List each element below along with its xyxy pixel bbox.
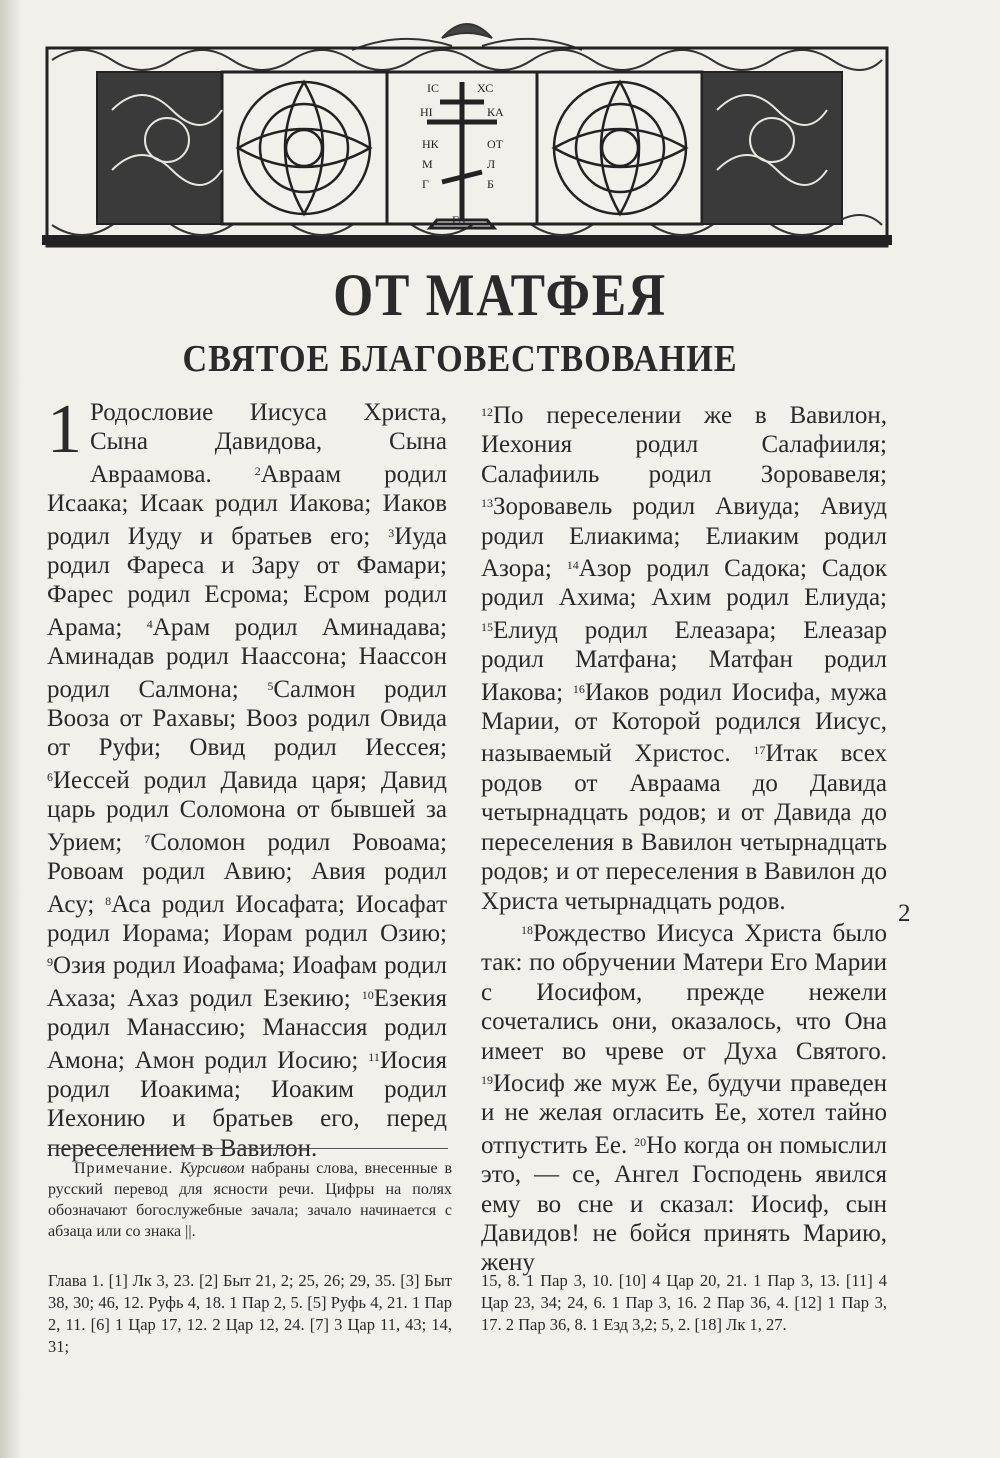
svg-text:ХС: ХС: [477, 81, 494, 95]
verse-8: Аса родил Иосафата; Иосафат родил Иорама; Иорам родил Озию;: [47, 890, 447, 947]
svg-text:ГА: ГА: [452, 213, 467, 227]
svg-text:НI: НI: [420, 105, 433, 119]
svg-text:НК: НК: [422, 137, 439, 151]
verse-num: 2: [254, 463, 261, 478]
verse-num: 18: [521, 922, 533, 937]
verse-num: 9: [47, 955, 53, 970]
verse-17: Итак всех родов от Авраама до Давида четырнадцать родов; и от Давида до переселения в Вавилон четырнадцать родов; и от переселения в Вавилон до Христа четырнадцать родов.: [481, 740, 888, 915]
top-crest-icon: [352, 24, 582, 50]
verse-num: 5: [267, 678, 274, 693]
verse-6: Иессей родил Давида царя; Давид царь родил Соломона от бывшей за Урием;: [47, 766, 447, 856]
page-edge-shadow: [0, 0, 22, 1458]
ornamental-header-band: [42, 10, 892, 248]
svg-text:Л: Л: [487, 157, 496, 171]
reading-margin-number: 2: [898, 900, 911, 927]
text-column-right: [481, 398, 887, 1278]
verse-num: 14: [566, 558, 579, 573]
cross-references-left: Глава 1. [1] Лк 3, 23. [2] Быт 21, 2; 25, 26; 29, 35. [3] Быт 38, 30; 46, 12. Руфь 4, 18. 1 Пар 2, 5. [5] Руфь 4, 21. 1 Пар 2, 11. [6] 1 Цар 17, 12. 2 Цар 12, 24. [7] 3 Цар 11, 43; 14, 31;: [48, 1271, 452, 1356]
verse-12: По переселении же в Вавилон, Иехония родил Салафииля; Салафииль родил Зоровавеля;: [481, 402, 887, 488]
verse-num: 13: [481, 496, 493, 511]
verse-2: Авраам родил Исаака; Исаак родил Иакова; Иаков родил Иуду и братьев его;: [47, 460, 447, 550]
svg-text:ОТ: ОТ: [487, 137, 503, 151]
verse-14: Азор родил Садока; Садок родил Ахима; Ахим родил Елиуда;: [481, 555, 888, 612]
ornament-graphic: [42, 10, 892, 248]
verse-num: 17: [753, 743, 766, 758]
book-title: ОТ МАТФЕЯ: [333, 262, 667, 328]
verse-num: 6: [47, 769, 53, 784]
verse-13: Зоровавель родил Авиуда; Авиуд родил Елиакима; Елиаким родил Азора;: [481, 493, 887, 583]
verse-num: 4: [146, 616, 153, 631]
verse-num: 7: [144, 831, 151, 846]
verse-num: 12: [481, 405, 493, 419]
verse-10: Езекия родил Манассию; Манассия родил Амона; Амон родил Иосию;: [47, 984, 447, 1074]
book-subtitle: СВЯТОЕ БЛАГОВЕСТВОВАНИЕ: [182, 338, 738, 380]
verse-15: Елиуд родил Елеазара; Елеазар родил Матфана; Матфан родил Иакова;: [481, 616, 887, 706]
svg-text:Б: Б: [487, 177, 494, 191]
verse-16: Иаков родил Иосифа, мужа Марии, от Которой родился Иисус, называемый Христос.: [481, 678, 888, 768]
verse-num: 10: [361, 987, 374, 1002]
verse-num: 15: [481, 619, 493, 634]
verse-20: Но когда он помыслил это, — се, Ангел Господень явился ему во сне и сказал: Иосиф, сын Давидов! не бойся принять Марию, жену: [481, 1131, 887, 1277]
verse-4: Арам родил Аминадава; Аминадав родил Наассона; Наассон родил Салмона;: [47, 613, 447, 703]
verse-num: 11: [368, 1049, 380, 1064]
verse-5: Салмон родил Вооза от Рахавы; Вооз родил Овида от Руфи; Овид родил Иессея;: [47, 675, 447, 762]
verse-num: 8: [105, 893, 112, 908]
cross-references-right: 15, 8. 1 Пар 3, 10. [10] 4 Цар 20, 21. 1 Пар 3, 13. [11] 4 Цар 23, 34; 24, 6. 1 Пар 3, 16. 2 Пар 36, 4. [12] 1 Пар 3, 17. 2 Пар 36, 8. 1 Езд 3,2; 5, 2. [18] Лк 1, 27.: [481, 1271, 887, 1334]
verse-1: Родословие Иисуса Христа, Сына Давидова, Сына Авраамова.: [90, 399, 447, 488]
verse-num: 3: [388, 525, 395, 540]
svg-text:КА: КА: [487, 105, 504, 119]
verse-num: 20: [634, 1134, 647, 1149]
svg-text:М: М: [422, 157, 433, 171]
footnote: [48, 1158, 452, 1242]
footnote-label: Примечание.: [74, 1160, 174, 1177]
footnote-italic-word: Курсивом: [180, 1160, 245, 1177]
verse-num: 19: [481, 1072, 493, 1087]
verse-7: Соломон родил Ровоама; Ровоам родил Авию; Авия родил Асу;: [47, 828, 447, 918]
verse-18: Рождество Иисуса Христа было так: по обручении Матери Его Марии с Иосифом, прежде нежели сочетались они, оказалось, что Она имеет во чреве от Духа Святого.: [481, 919, 887, 1065]
chapter-number: 1: [47, 391, 82, 468]
verse-num: 16: [572, 681, 585, 696]
svg-text:Г: Г: [422, 177, 429, 191]
footnote-text: набраны слова, внесенные в русский перевод для ясности речи. Цифры на полях обозначают богослужебные зачала; зачало начинается с абзаца или со знака ||.: [48, 1160, 453, 1240]
verse-3: Иуда родил Фареса и Зару от Фамари; Фарес родил Есрома; Есром родил Арама;: [47, 522, 447, 641]
verse-9: Озия родил Иоафама; Иоафам родил Ахаза; Ахаз родил Езекию;: [47, 952, 447, 1012]
footnote-divider: [48, 1148, 448, 1149]
svg-text:IС: IС: [427, 81, 439, 95]
verse-11: Иосия родил Иоакима; Иоаким родил Иехонию и братьев его, перед переселением в Вавилон.: [47, 1046, 447, 1162]
verse-19: Иосиф же муж Ее, будучи праведен и не желая огласить Ее, хотел тайно отпустить Ее.: [481, 1069, 887, 1159]
text-column-left: [47, 391, 447, 1163]
